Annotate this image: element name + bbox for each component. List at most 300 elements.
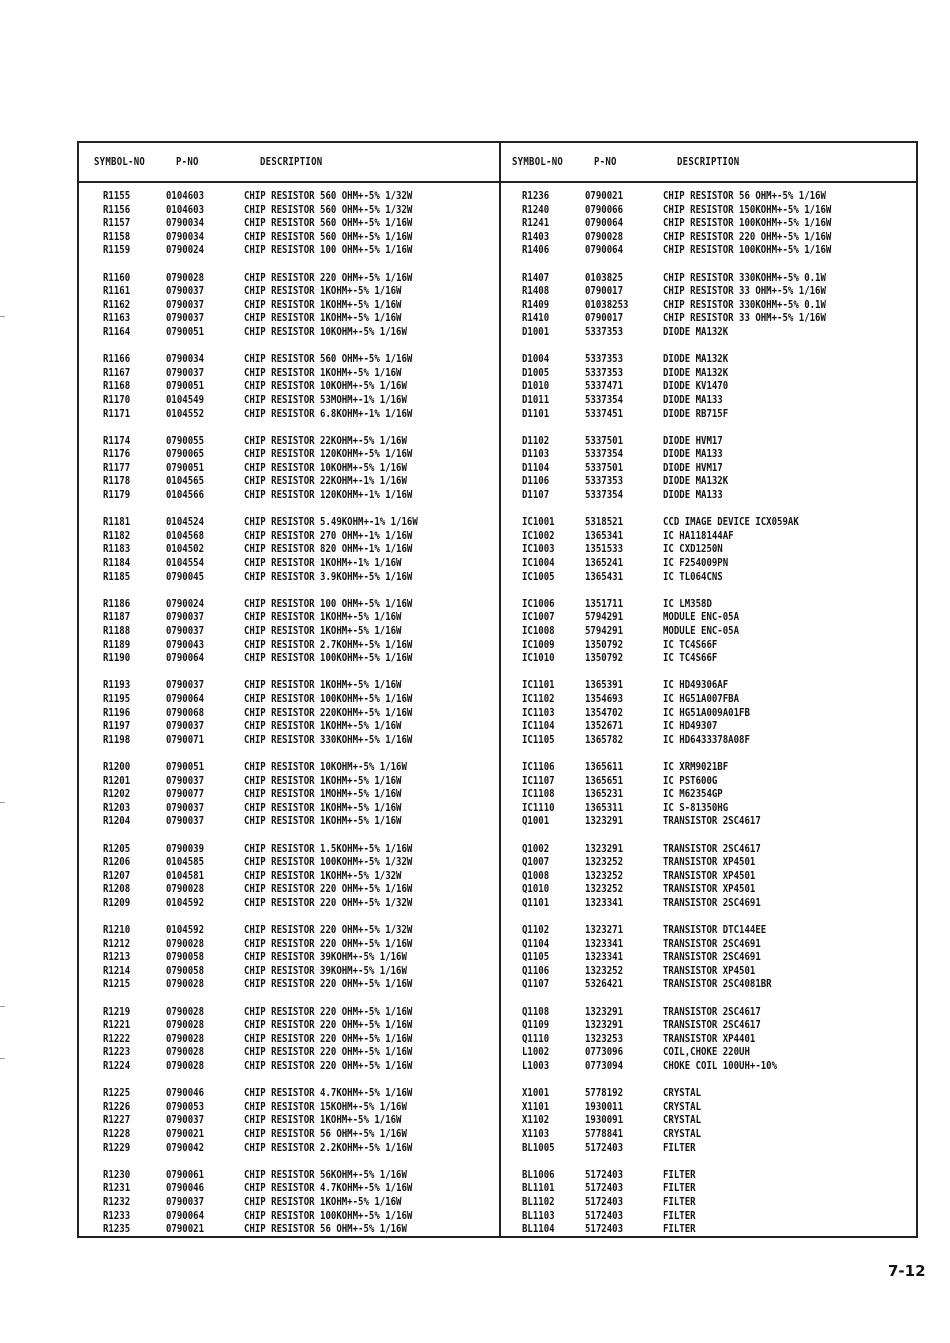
part-number-cell: 1323252 xyxy=(585,868,624,882)
description-cell: TRANSISTOR 2SC4617 xyxy=(663,1004,761,1018)
description-cell: IC HG51A009A01FB xyxy=(663,705,750,719)
part-number-cell: 0790046 xyxy=(166,1181,205,1195)
part-number-cell: 0790037 xyxy=(166,719,205,733)
part-number-cell: 1365611 xyxy=(585,759,624,773)
description-cell: IC S-81350HG xyxy=(663,800,729,814)
part-number-cell: 0790028 xyxy=(585,229,624,243)
symbol-no-cell: R1170 xyxy=(103,392,131,406)
part-number-cell: 0790058 xyxy=(166,963,205,977)
table-row xyxy=(103,706,456,720)
table-row xyxy=(103,1100,456,1114)
symbol-no-cell: R1407 xyxy=(522,270,550,284)
table-row xyxy=(103,774,456,788)
description-cell: CHIP RESISTOR 560 OHM+-5% 1/32W xyxy=(244,189,413,202)
description-cell: DIODE RB715F xyxy=(663,406,729,420)
table-row xyxy=(522,1032,868,1046)
table-row xyxy=(103,814,456,828)
description-cell: IC HD49306AF xyxy=(663,678,729,692)
symbol-no-cell: X1103 xyxy=(522,1126,550,1140)
part-number-cell: 1352671 xyxy=(585,719,624,733)
description-cell: CHIP RESISTOR 220 OHM+-5% 1/16W xyxy=(244,1031,413,1045)
symbol-no-cell: R1196 xyxy=(103,705,131,719)
table-row xyxy=(522,271,868,285)
table-row xyxy=(103,733,456,747)
table-row xyxy=(522,1113,868,1127)
description-cell: TRANSISTOR XP4501 xyxy=(663,882,756,896)
part-number-cell: 1351533 xyxy=(585,542,624,556)
part-number-cell: 0790037 xyxy=(166,311,205,325)
description-cell: IC M62354GP xyxy=(663,787,723,801)
table-row xyxy=(103,624,456,638)
symbol-no-cell: IC1005 xyxy=(522,569,555,583)
table-row xyxy=(522,814,868,828)
table-row xyxy=(103,243,456,257)
description-cell: IC PST600G xyxy=(663,773,718,787)
description-cell: CHIP RESISTOR 330KOHM+-5% 0.1W xyxy=(663,270,826,284)
description-cell: TRANSISTOR DTC144EE xyxy=(663,923,767,937)
symbol-no-cell: IC1103 xyxy=(522,705,555,719)
symbol-no-cell: IC1006 xyxy=(522,596,555,610)
symbol-no-cell: R1164 xyxy=(103,324,131,338)
part-number-cell: 5337353 xyxy=(585,352,624,366)
table-row xyxy=(522,216,868,230)
part-number-cell: 0104568 xyxy=(166,528,205,542)
table-row xyxy=(522,1209,868,1223)
table-row xyxy=(522,529,868,543)
description-cell: CHIP RESISTOR 10KOHM+-5% 1/16W xyxy=(244,379,407,393)
table-row xyxy=(522,882,868,896)
table-row xyxy=(103,474,456,488)
description-cell: TRANSISTOR 2SC4081BR xyxy=(663,977,772,991)
symbol-no-cell: Q1010 xyxy=(522,882,550,896)
table-row xyxy=(522,284,868,298)
table-row xyxy=(522,461,868,475)
description-cell: CHIP RESISTOR 1KOHM+-5% 1/16W xyxy=(244,1113,402,1127)
description-cell: CHIP RESISTOR 1KOHM+-5% 1/32W xyxy=(244,868,402,882)
symbol-no-cell: R1408 xyxy=(522,284,550,298)
symbol-no-cell: R1160 xyxy=(103,270,131,284)
symbol-no-cell: R1222 xyxy=(103,1031,131,1045)
table-row xyxy=(103,1032,456,1046)
symbol-no-cell: IC1104 xyxy=(522,719,555,733)
description-cell: IC LM358D xyxy=(663,596,712,610)
table-row xyxy=(522,434,868,448)
description-cell: CHIP RESISTOR 220KOHM+-5% 1/16W xyxy=(244,705,413,719)
group-spacer xyxy=(522,1073,868,1087)
table-row xyxy=(103,937,456,951)
table-row xyxy=(522,692,868,706)
part-number-cell: 1365651 xyxy=(585,773,624,787)
part-number-cell: 0104585 xyxy=(166,855,205,869)
part-number-cell: 01038253 xyxy=(585,297,629,311)
group-spacer xyxy=(522,909,868,923)
description-cell: CHIP RESISTOR 1MOHM+-5% 1/16W xyxy=(244,787,402,801)
table-row xyxy=(103,556,456,570)
description-cell: CHIP RESISTOR 1KOHM+-5% 1/16W xyxy=(244,297,402,311)
table-row xyxy=(103,271,456,285)
table-row xyxy=(103,597,456,611)
part-number-cell: 0790028 xyxy=(166,1018,205,1032)
table-row xyxy=(522,556,868,570)
symbol-no-cell: R1236 xyxy=(522,189,550,202)
table-row xyxy=(103,1222,456,1236)
part-number-cell: 0103825 xyxy=(585,270,624,284)
symbol-no-cell: R1202 xyxy=(103,787,131,801)
group-spacer xyxy=(522,746,868,760)
group-spacer xyxy=(522,257,868,271)
part-number-cell: 5337451 xyxy=(585,406,624,420)
symbol-no-cell: R1214 xyxy=(103,963,131,977)
part-number-cell: 0790017 xyxy=(585,311,624,325)
table-row xyxy=(522,325,868,339)
part-number-cell: 0790028 xyxy=(166,936,205,950)
description-cell: CHIP RESISTOR 1KOHM+-5% 1/16W xyxy=(244,773,402,787)
symbol-no-cell: D1004 xyxy=(522,352,550,366)
table-row xyxy=(103,610,456,624)
symbol-no-cell: R1158 xyxy=(103,229,131,243)
description-cell: TRANSISTOR 2SC4617 xyxy=(663,814,761,828)
description-cell: TRANSISTOR 2SC4691 xyxy=(663,950,761,964)
description-cell: COIL,CHOKE 220UH xyxy=(663,1045,750,1059)
part-number-cell: 0790028 xyxy=(166,977,205,991)
symbol-no-cell: D1102 xyxy=(522,433,550,447)
description-cell: FILTER xyxy=(663,1181,696,1195)
table-row xyxy=(103,366,456,380)
description-cell: IC CXD1250N xyxy=(663,542,723,556)
margin-tick xyxy=(0,316,5,317)
group-spacer xyxy=(522,1154,868,1168)
table-row xyxy=(522,733,868,747)
part-number-cell: 5794291 xyxy=(585,610,624,624)
symbol-no-cell: R1187 xyxy=(103,610,131,624)
symbol-no-cell: R1205 xyxy=(103,841,131,855)
symbol-no-cell: IC1004 xyxy=(522,556,555,570)
description-cell: CHIP RESISTOR 220 OHM+-5% 1/16W xyxy=(244,1004,413,1018)
symbol-no-cell: R1167 xyxy=(103,365,131,379)
table-row xyxy=(522,706,868,720)
symbol-no-cell: IC1009 xyxy=(522,637,555,651)
symbol-no-cell: D1101 xyxy=(522,406,550,420)
part-number-cell: 0104554 xyxy=(166,556,205,570)
description-cell: IC TC4S66F xyxy=(663,637,718,651)
description-cell: CRYSTAL xyxy=(663,1086,702,1100)
part-number-cell: 0790034 xyxy=(166,216,205,230)
part-number-cell: 1365391 xyxy=(585,678,624,692)
table-row xyxy=(522,366,868,380)
table-row xyxy=(103,1086,456,1100)
group-spacer xyxy=(103,339,456,353)
group-spacer xyxy=(103,909,456,923)
symbol-no-cell: R1232 xyxy=(103,1194,131,1208)
description-cell: IC HD49307 xyxy=(663,719,718,733)
description-cell: MODULE ENC-05A xyxy=(663,610,740,624)
table-row xyxy=(103,1195,456,1209)
table-row xyxy=(522,379,868,393)
table-row xyxy=(522,488,868,502)
group-spacer xyxy=(103,1073,456,1087)
description-cell: CHIP RESISTOR 5.49KOHM+-1% 1/16W xyxy=(244,515,418,529)
symbol-no-cell: R1161 xyxy=(103,284,131,298)
symbol-no-cell: R1176 xyxy=(103,447,131,461)
symbol-no-cell: D1107 xyxy=(522,488,550,502)
description-cell: CHIP RESISTOR 4.7KOHM+-5% 1/16W xyxy=(244,1181,413,1195)
description-cell: DIODE MA132K xyxy=(663,324,729,338)
part-number-cell: 1365341 xyxy=(585,528,624,542)
table-row xyxy=(522,1005,868,1019)
table-row xyxy=(522,760,868,774)
description-cell: CHIP RESISTOR 56KOHM+-5% 1/16W xyxy=(244,1167,407,1181)
table-row xyxy=(103,1181,456,1195)
part-number-cell: 0790037 xyxy=(166,1113,205,1127)
table-row xyxy=(103,1059,456,1073)
table-row xyxy=(522,869,868,883)
symbol-no-cell: R1185 xyxy=(103,569,131,583)
header-description-right: DESCRIPTION xyxy=(677,155,740,168)
table-row xyxy=(522,243,868,257)
group-spacer xyxy=(103,502,456,516)
description-cell: CHIP RESISTOR 39KOHM+-5% 1/16W xyxy=(244,963,407,977)
part-number-cell: 0790066 xyxy=(585,202,624,216)
table-row xyxy=(103,638,456,652)
description-cell: CHIP RESISTOR 560 OHM+-5% 1/32W xyxy=(244,202,413,216)
table-row xyxy=(522,1141,868,1155)
group-spacer xyxy=(103,991,456,1005)
part-number-cell: 0790043 xyxy=(166,637,205,651)
symbol-no-cell: BL1101 xyxy=(522,1181,555,1195)
description-cell: CHIP RESISTOR 150KOHM+-5% 1/16W xyxy=(663,202,832,216)
symbol-no-cell: R1221 xyxy=(103,1018,131,1032)
part-number-cell: 0790021 xyxy=(585,189,624,202)
right-parts-column xyxy=(522,189,868,1236)
table-row xyxy=(103,407,456,421)
symbol-no-cell: R1184 xyxy=(103,556,131,570)
part-number-cell: 0790046 xyxy=(166,1086,205,1100)
symbol-no-cell: Q1102 xyxy=(522,923,550,937)
description-cell: CHIP RESISTOR 3.9KOHM+-5% 1/16W xyxy=(244,569,413,583)
symbol-no-cell: Q1001 xyxy=(522,814,550,828)
part-number-cell: 5337354 xyxy=(585,447,624,461)
symbol-no-cell: R1231 xyxy=(103,1181,131,1195)
description-cell: CHIP RESISTOR 33 OHM+-5% 1/16W xyxy=(663,311,826,325)
description-cell: CHIP RESISTOR 22KOHM+-5% 1/16W xyxy=(244,433,407,447)
symbol-no-cell: R1225 xyxy=(103,1086,131,1100)
description-cell: CHIP RESISTOR 120KOHM+-5% 1/16W xyxy=(244,447,413,461)
part-number-cell: 5337354 xyxy=(585,488,624,502)
symbol-no-cell: L1002 xyxy=(522,1045,550,1059)
description-cell: CHIP RESISTOR 1KOHM+-5% 1/16W xyxy=(244,365,402,379)
symbol-no-cell: IC1008 xyxy=(522,624,555,637)
table-row xyxy=(103,787,456,801)
part-number-cell: 0790037 xyxy=(166,610,205,624)
table-row xyxy=(522,950,868,964)
part-number-cell: 1323291 xyxy=(585,841,624,855)
description-cell: CRYSTAL xyxy=(663,1113,702,1127)
part-number-cell: 1365782 xyxy=(585,732,624,746)
part-number-cell: 0790051 xyxy=(166,460,205,474)
table-row xyxy=(103,1018,456,1032)
table-row xyxy=(522,719,868,733)
description-cell: CHIP RESISTOR 330KOHM+-5% 0.1W xyxy=(663,297,826,311)
symbol-no-cell: Q1106 xyxy=(522,963,550,977)
symbol-no-cell: R1177 xyxy=(103,460,131,474)
part-number-cell: 0790061 xyxy=(166,1167,205,1181)
part-number-cell: 1354702 xyxy=(585,705,624,719)
part-number-cell: 0790068 xyxy=(166,705,205,719)
symbol-no-cell: R1179 xyxy=(103,488,131,502)
description-cell: DIODE MA132K xyxy=(663,474,729,488)
symbol-no-cell: BL1104 xyxy=(522,1222,555,1236)
symbol-no-cell: R1409 xyxy=(522,297,550,311)
table-row xyxy=(103,447,456,461)
part-number-cell: 0790051 xyxy=(166,759,205,773)
table-row xyxy=(522,624,868,638)
symbol-no-cell: D1005 xyxy=(522,365,550,379)
table-row xyxy=(103,379,456,393)
table-row xyxy=(103,760,456,774)
table-row xyxy=(103,719,456,733)
part-number-cell: 5326421 xyxy=(585,977,624,991)
part-number-cell: 5318521 xyxy=(585,515,624,529)
description-cell: CHIP RESISTOR 6.8KOHM+-1% 1/16W xyxy=(244,406,413,420)
symbol-no-cell: R1178 xyxy=(103,474,131,488)
description-cell: CHIP RESISTOR 120KOHM+-1% 1/16W xyxy=(244,488,413,502)
symbol-no-cell: D1103 xyxy=(522,447,550,461)
part-number-cell: 0790045 xyxy=(166,569,205,583)
description-cell: CHIP RESISTOR 1KOHM+-5% 1/16W xyxy=(244,814,402,828)
table-row xyxy=(522,923,868,937)
table-row xyxy=(103,964,456,978)
header-divider xyxy=(79,181,916,183)
symbol-no-cell: R1189 xyxy=(103,637,131,651)
group-spacer xyxy=(103,583,456,597)
part-number-cell: 1354693 xyxy=(585,691,624,705)
symbol-no-cell: Q1107 xyxy=(522,977,550,991)
description-cell: FILTER xyxy=(663,1222,696,1236)
part-number-cell: 1323341 xyxy=(585,950,624,964)
part-number-cell: 5337353 xyxy=(585,474,624,488)
parts-list-table xyxy=(77,141,918,1238)
part-number-cell: 0790064 xyxy=(585,243,624,257)
table-row xyxy=(522,230,868,244)
symbol-no-cell: R1209 xyxy=(103,895,131,909)
part-number-cell: 0790017 xyxy=(585,284,624,298)
part-number-cell: 0104581 xyxy=(166,868,205,882)
description-cell: CHIP RESISTOR 560 OHM+-5% 1/16W xyxy=(244,229,413,243)
symbol-no-cell: R1207 xyxy=(103,868,131,882)
part-number-cell: 0790037 xyxy=(166,1194,205,1208)
part-number-cell: 5172403 xyxy=(585,1181,624,1195)
symbol-no-cell: IC1110 xyxy=(522,800,555,814)
part-number-cell: 5172403 xyxy=(585,1208,624,1222)
symbol-no-cell: R1171 xyxy=(103,406,131,420)
part-number-cell: 0104552 xyxy=(166,406,205,420)
part-number-cell: 5172403 xyxy=(585,1194,624,1208)
symbol-no-cell: BL1006 xyxy=(522,1167,555,1181)
table-row xyxy=(522,842,868,856)
part-number-cell: 0790028 xyxy=(166,1045,205,1059)
part-number-cell: 0104592 xyxy=(166,923,205,937)
table-row xyxy=(522,774,868,788)
part-number-cell: 1350792 xyxy=(585,637,624,651)
symbol-no-cell: R1198 xyxy=(103,732,131,746)
description-cell: CHIP RESISTOR 220 OHM+-5% 1/16W xyxy=(244,1018,413,1032)
table-row xyxy=(103,1209,456,1223)
table-row xyxy=(522,352,868,366)
description-cell: TRANSISTOR XP4501 xyxy=(663,855,756,869)
left-parts-column xyxy=(103,189,456,1236)
symbol-no-cell: R1159 xyxy=(103,243,131,257)
description-cell: DIODE MA133 xyxy=(663,488,723,502)
part-number-cell: 0104524 xyxy=(166,515,205,529)
description-cell: CHIP RESISTOR 1KOHM+-5% 1/16W xyxy=(244,610,402,624)
part-number-cell: 5337353 xyxy=(585,324,624,338)
table-row xyxy=(103,216,456,230)
symbol-no-cell: R1208 xyxy=(103,882,131,896)
table-row xyxy=(103,488,456,502)
group-spacer xyxy=(103,828,456,842)
table-row xyxy=(522,1168,868,1182)
table-row xyxy=(103,1168,456,1182)
description-cell: CHIP RESISTOR 39KOHM+-5% 1/16W xyxy=(244,950,407,964)
table-row xyxy=(103,801,456,815)
symbol-no-cell: BL1005 xyxy=(522,1140,555,1154)
table-row xyxy=(103,461,456,475)
part-number-cell: 5337471 xyxy=(585,379,624,393)
symbol-no-cell: R1156 xyxy=(103,202,131,216)
description-cell: CHIP RESISTOR 56 OHM+-5% 1/16W xyxy=(244,1126,407,1140)
description-cell: CHIP RESISTOR 10KOHM+-5% 1/16W xyxy=(244,324,407,338)
table-row xyxy=(522,678,868,692)
header-description-left: DESCRIPTION xyxy=(260,155,323,168)
part-number-cell: 5778192 xyxy=(585,1086,624,1100)
description-cell: TRANSISTOR 2SC4691 xyxy=(663,895,761,909)
symbol-no-cell: IC1101 xyxy=(522,678,555,692)
description-cell: CHIP RESISTOR 22KOHM+-1% 1/16W xyxy=(244,474,407,488)
symbol-no-cell: R1163 xyxy=(103,311,131,325)
description-cell: CHIP RESISTOR 56 OHM+-5% 1/16W xyxy=(244,1222,407,1236)
symbol-no-cell: IC1102 xyxy=(522,691,555,705)
description-cell: CHIP RESISTOR 220 OHM+-5% 1/16W xyxy=(244,1059,413,1072)
description-cell: CHIP RESISTOR 220 OHM+-5% 1/16W xyxy=(244,936,413,950)
description-cell: CHOKE COIL 100UH+-10% xyxy=(663,1059,778,1072)
header-symbol-no-right: SYMBOL-NO xyxy=(512,155,564,168)
description-cell: CHIP RESISTOR 100 OHM+-5% 1/16W xyxy=(244,596,413,610)
description-cell: CHIP RESISTOR 10KOHM+-5% 1/16W xyxy=(244,759,407,773)
part-number-cell: 0790037 xyxy=(166,365,205,379)
description-cell: CCD IMAGE DEVICE ICX059AK xyxy=(663,515,799,529)
symbol-no-cell: R1181 xyxy=(103,515,131,529)
margin-tick xyxy=(0,802,5,803)
symbol-no-cell: IC1003 xyxy=(522,542,555,556)
symbol-no-cell: IC1108 xyxy=(522,787,555,801)
table-row xyxy=(103,203,456,217)
symbol-no-cell: D1106 xyxy=(522,474,550,488)
symbol-no-cell: D1010 xyxy=(522,379,550,393)
table-row xyxy=(522,298,868,312)
header-p-no-left: P-NO xyxy=(176,155,199,168)
table-row xyxy=(103,1113,456,1127)
part-number-cell: 0773094 xyxy=(585,1059,624,1072)
table-row xyxy=(522,801,868,815)
part-number-cell: 1323291 xyxy=(585,814,624,828)
description-cell: CHIP RESISTOR 270 OHM+-1% 1/16W xyxy=(244,528,413,542)
description-cell: CHIP RESISTOR 100KOHM+-5% 1/16W xyxy=(663,243,832,257)
description-cell: CHIP RESISTOR 220 OHM+-5% 1/32W xyxy=(244,923,413,937)
description-cell: CHIP RESISTOR 220 OHM+-5% 1/16W xyxy=(244,270,413,284)
description-cell: CHIP RESISTOR 100KOHM+-5% 1/32W xyxy=(244,855,413,869)
table-row xyxy=(522,1100,868,1114)
symbol-no-cell: IC1105 xyxy=(522,732,555,746)
